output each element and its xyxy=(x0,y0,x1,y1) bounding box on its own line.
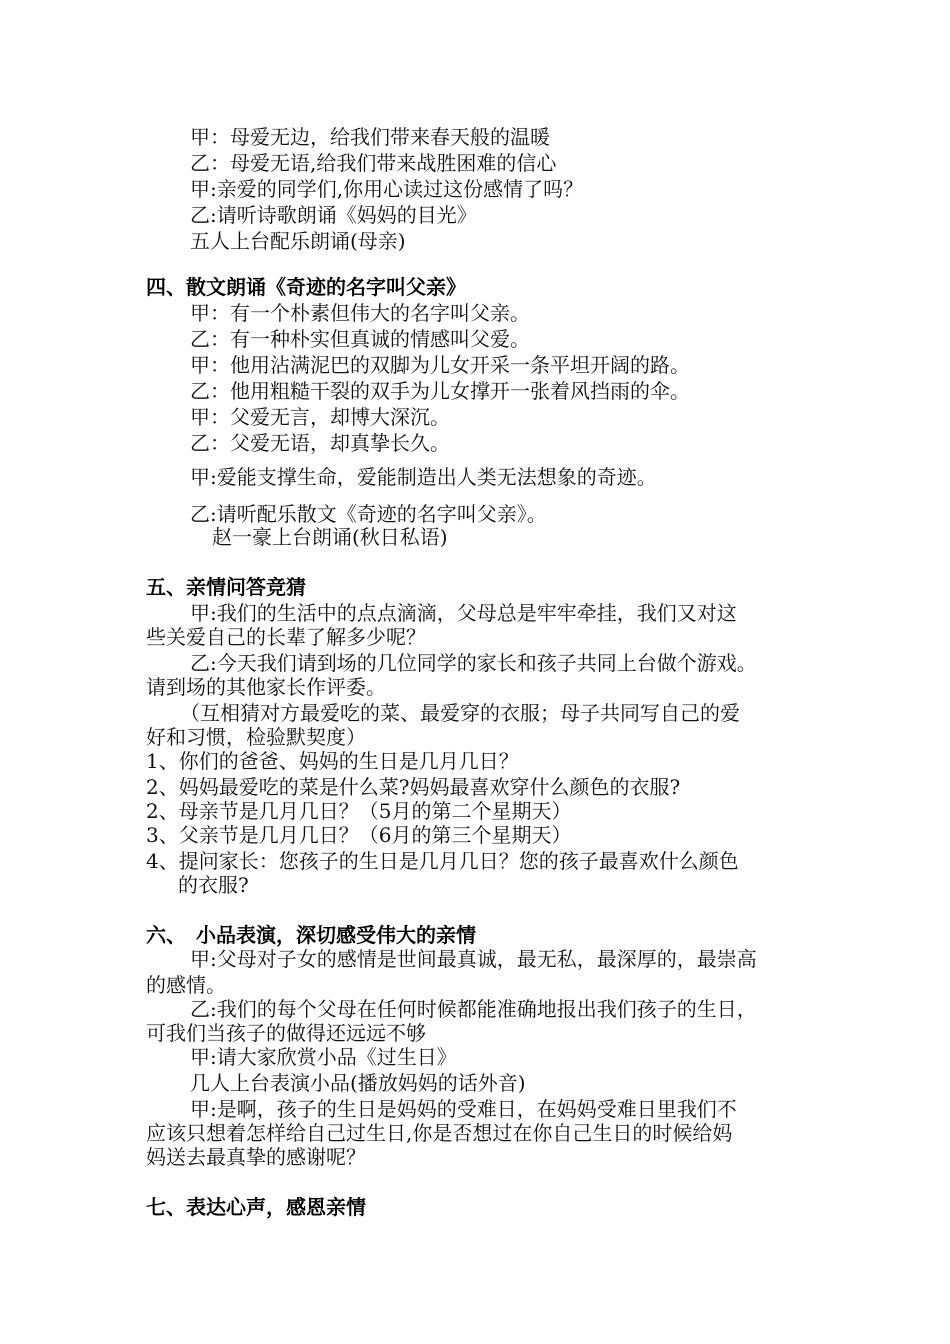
stage-direction: 几人上台表演小品(播放妈妈的话外音) xyxy=(190,1071,526,1095)
section-heading-7: 七、表达心声，感恩亲情 xyxy=(146,1195,366,1219)
section-heading-6: 六、 小品表演，深切感受伟大的亲情 xyxy=(146,923,476,947)
dialogue-line: 乙:请听配乐散文《奇迹的名字叫父亲》。 xyxy=(190,502,547,526)
dialogue-line: 甲:爱能支撑生命，爱能制造出人类无法想象的奇迹。 xyxy=(190,465,657,489)
question-item: 4、提问家长：您孩子的生日是几月几日？您的孩子最喜欢什么颜色 xyxy=(146,849,739,873)
dialogue-line: 甲:父母对子女的感情是世间最真诚，最无私，最深厚的，最崇高 xyxy=(190,947,757,971)
question-item: 1、你们的爸爸、妈妈的生日是几月几日？ xyxy=(146,749,519,773)
dialogue-line: 甲:我们的生活中的点点滴滴，父母总是牢牢牵挂，我们又对这 xyxy=(190,601,737,625)
section-heading-4: 四、散文朗诵《奇迹的名字叫父亲》 xyxy=(146,275,466,299)
dialogue-line: 甲:是啊，孩子的生日是妈妈的受难日，在妈妈受难日里我们不 xyxy=(190,1097,737,1121)
dialogue-line: 甲：有一个朴素但伟大的名字叫父亲。 xyxy=(190,301,530,325)
question-item: 2、妈妈最爱吃的菜是什么菜?妈妈最喜欢穿什么颜色的衣服? xyxy=(146,775,681,799)
stage-direction: 好和习惯，检验默契度） xyxy=(146,725,366,749)
dialogue-line: 甲：母爱无边，给我们带来春天般的温暖 xyxy=(190,125,550,149)
question-item: 3、父亲节是几月几日？（6月的第三个星期天） xyxy=(146,823,572,847)
dialogue-line: 甲:亲爱的同学们,你用心读过这份感情了吗？ xyxy=(190,177,584,201)
question-item: 2、母亲节是几月几日？（5月的第二个星期天） xyxy=(146,799,572,823)
dialogue-line: 的感情。 xyxy=(146,973,226,997)
dialogue-line: 乙：他用粗糙干裂的双手为儿女撑开一张着风挡雨的伞。 xyxy=(190,379,690,403)
section-heading-5: 五、亲情问答竞猜 xyxy=(146,575,306,599)
dialogue-line: 乙：有一种朴实但真诚的情感叫父爱。 xyxy=(190,327,530,351)
question-item: 的衣服? xyxy=(178,873,249,897)
dialogue-line: 甲：他用沾满泥巴的双脚为儿女开采一条平坦开阔的路。 xyxy=(190,353,690,377)
dialogue-line: 乙:我们的每个父母在任何时候都能准确地报出我们孩子的生日， xyxy=(190,997,757,1021)
dialogue-line: 乙：母爱无语,给我们带来战胜困难的信心 xyxy=(190,151,557,175)
dialogue-line: 甲:请大家欣赏小品《过生日》 xyxy=(190,1045,457,1069)
stage-direction: 赵一豪上台朗诵(秋日私语) xyxy=(212,525,448,549)
dialogue-line: 应该只想着怎样给自己过生日,你是否想过在你自己生日的时候给妈 xyxy=(146,1121,733,1145)
dialogue-line: 妈送去最真挚的感谢呢？ xyxy=(146,1145,366,1169)
stage-direction: 五人上台配乐朗诵(母亲) xyxy=(190,229,406,253)
stage-direction: （互相猜对方最爱吃的菜、最爱穿的衣服；母子共同写自己的爱 xyxy=(180,701,740,725)
dialogue-line: 可我们当孩子的做得还远远不够 xyxy=(146,1021,426,1045)
dialogue-line: 请到场的其他家长作评委。 xyxy=(146,675,386,699)
dialogue-line: 些关爱自己的长辈了解多少呢？ xyxy=(146,625,426,649)
dialogue-line: 甲：父爱无言，却博大深沉。 xyxy=(190,405,450,429)
dialogue-line: 乙:今天我们请到场的几位同学的家长和孩子共同上台做个游戏。 xyxy=(190,651,757,675)
dialogue-line: 乙:请听诗歌朗诵《妈妈的目光》 xyxy=(190,203,477,227)
dialogue-line: 乙：父爱无语，却真挚长久。 xyxy=(190,431,450,455)
